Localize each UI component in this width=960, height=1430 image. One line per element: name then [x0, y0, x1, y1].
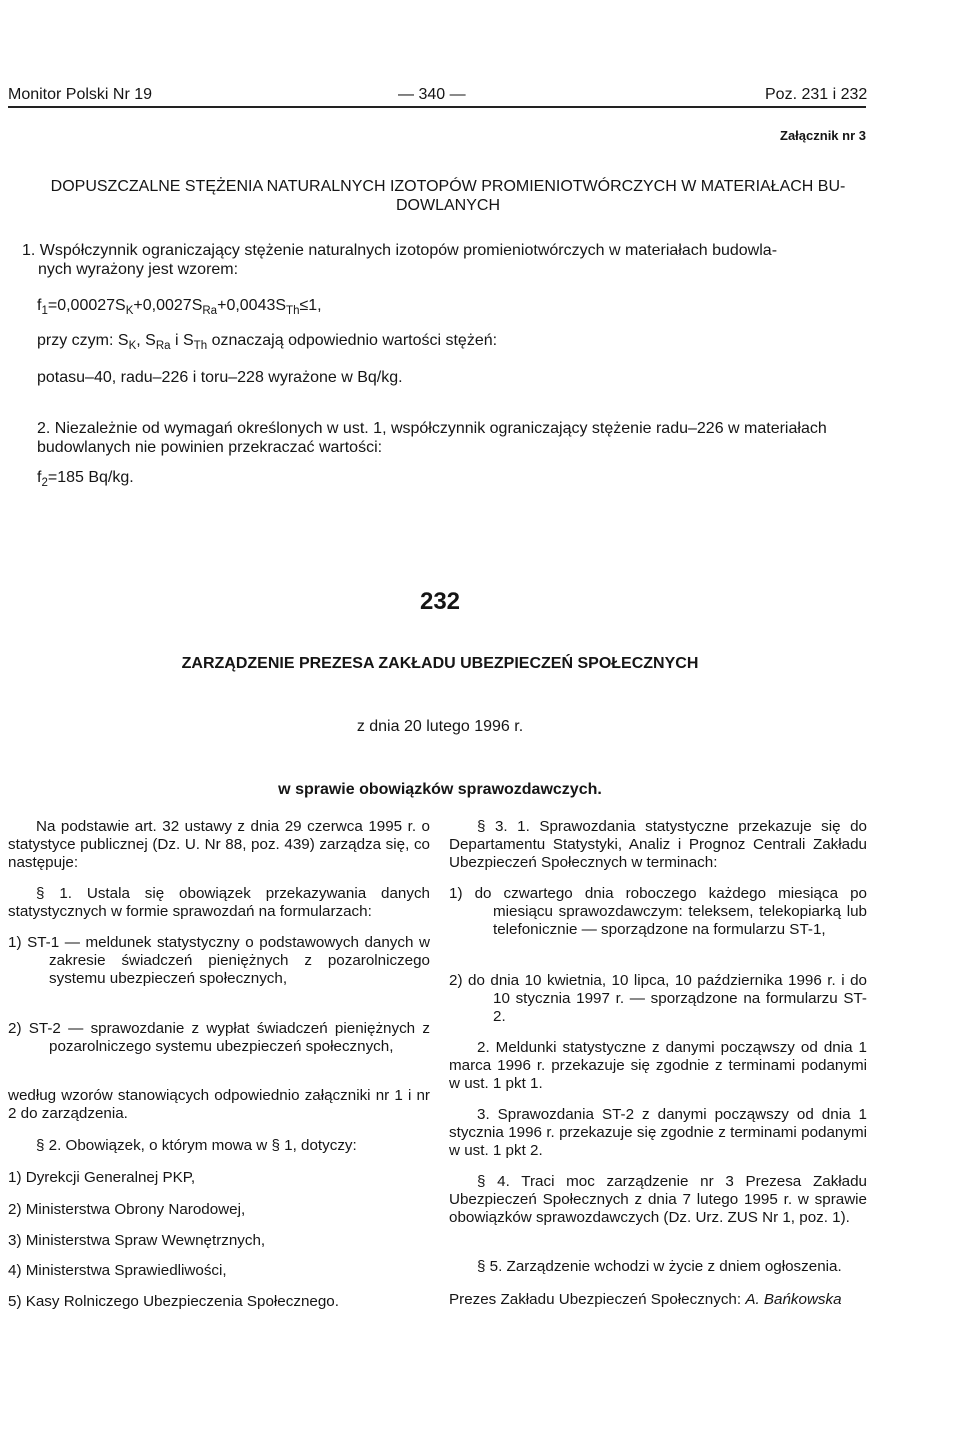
formula-legend: przy czym: $S_K$, $S_{Ra}$ i $S_{Th}$ oznaczają odpowiednio wartości stężeń:: [37, 332, 498, 353]
units-line: potasu–40, radu–226 i toru–228 wyrażone w Bq/kg.: [37, 369, 403, 386]
document-subject: w sprawie obowiązków sprawozdawczych.: [278, 781, 602, 798]
form-st2-item: 2) ST-2 — sprawozdanie z wypłat świadczeń pieniężnych z pozarolniczego systemu ubezpieczeń społecznych,: [8, 1020, 430, 1055]
annex-title: DOPUSZCZALNE STĘŻENIA NATURALNYCH IZOTOPÓW PROMIENIOTWÓRCZYCH W MATERIAŁACH BU- DOWLANYCH: [50, 178, 846, 214]
deadline-item-2: 2) do dnia 10 kwietnia, 10 lipca, 10 października 1996 r. i do 10 stycznia 1997 r. — sporządzone na formularzu ST-2.: [449, 972, 867, 1025]
document-date: z dnia 20 lutego 1996 r.: [356, 718, 524, 735]
institution-item: 4) Ministerstwa Sprawiedliwości,: [8, 1262, 227, 1279]
section-3-paragraph-3: 3. Sprawozdania ST-2 z danymi począwszy od dnia 1 stycznia 1996 r. przekazuje się zgodnie z terminami podanymi w ust. 1 pkt 2.: [449, 1106, 867, 1159]
signature-name: A. Bańkowska: [745, 1291, 842, 1308]
formula-f2: $f_2=185$ Bq/kg.: [37, 469, 134, 490]
intro-paragraph: Na podstawie art. 32 ustawy z dnia 29 czerwca 1995 r. o statystyce publicznej (Dz. U. Nr 88, poz. 439) zarządza się, co następuje:: [8, 818, 430, 871]
document-number: 232: [419, 588, 461, 615]
section-3-paragraph-2: 2. Meldunki statystyczne z danymi począwszy od dnia 1 marca 1996 r. przekazuje się zgodnie z terminami podanymi w ust. 1 pkt 1.: [449, 1039, 867, 1092]
institution-item: 5) Kasy Rolniczego Ubezpieczenia Społecznego.: [8, 1293, 339, 1310]
page-number: — 340 —: [398, 86, 466, 103]
annex-label: Załącznik nr 3: [780, 128, 866, 143]
position-number: Poz. 231 i 232: [765, 86, 868, 103]
section-1: § 1. Ustala się obowiązek przekazywania danych statystycznych w formie sprawozdań na formularzach:: [8, 885, 430, 920]
section-2: § 2. Obowiązek, o którym mowa w § 1, dotyczy:: [36, 1137, 357, 1154]
journal-title: Monitor Polski Nr 19: [8, 86, 153, 103]
section-4: § 4. Traci moc zarządzenie nr 3 Prezesa Zakładu Ubezpieczeń Społecznych z dnia 7 lutego 1995 r. w sprawie obowiązków sprawozdawczych (Dz. Urz. ZUS Nr 1, poz. 1).: [449, 1173, 867, 1226]
section-3: § 3. 1. Sprawozdania statystyczne przekazuje się do Departamentu Statystyki, Analiz i Prognoz Centrali Zakładu Ubezpieczeń Społecznych w terminach:: [449, 818, 867, 871]
section-5: § 5. Zarządzenie wchodzi w życie z dniem ogłoszenia.: [477, 1258, 842, 1275]
section-1-closing: według wzorów stanowiących odpowiednio załączniki nr 1 i nr 2 do zarządzenia.: [8, 1087, 430, 1122]
document-title: ZARZĄDZENIE PREZESA ZAKŁADU UBEZPIECZEŃ SPOŁECZNYCH: [181, 655, 699, 672]
annex-paragraph-2: 2. Niezależnie od wymagań określonych w ust. 1, współczynnik ograniczający stężenie radu–226 w materiałach budowlanych nie powinien przekraczać wartości:: [37, 420, 827, 456]
institution-item: 3) Ministerstwa Spraw Wewnętrznych,: [8, 1232, 266, 1249]
form-st1-item: 1) ST-1 — meldunek statystyczny o podstawowych danych w zakresie świadczeń pieniężnych z pozarolniczego systemu ubezpieczeń społecznych,: [8, 934, 430, 987]
institution-item: 2) Ministerstwa Obrony Narodowej,: [8, 1201, 246, 1218]
signature: Prezes Zakładu Ubezpieczeń Społecznych: A. Bańkowska: [449, 1291, 842, 1308]
header-rule: [8, 106, 866, 108]
deadline-item-1: 1) do czwartego dnia roboczego każdego miesiąca po miesiącu sprawozdawczym: teleksem, telekopiarką lub telefonicznie — sporządzone na formularzu ST-1,: [449, 885, 867, 938]
formula-f1: $f_1=0,00027S_K+0,0027S_{Ra}+0,0043S_{Th}\le 1$,: [37, 297, 322, 318]
annex-paragraph-1: 1. Współczynnik ograniczający stężenie naturalnych izotopów promieniotwórczych w materiałach budowla- nych wyrażony jest wzorem:: [22, 242, 778, 278]
institution-item: 1) Dyrekcji Generalnej PKP,: [8, 1169, 196, 1186]
